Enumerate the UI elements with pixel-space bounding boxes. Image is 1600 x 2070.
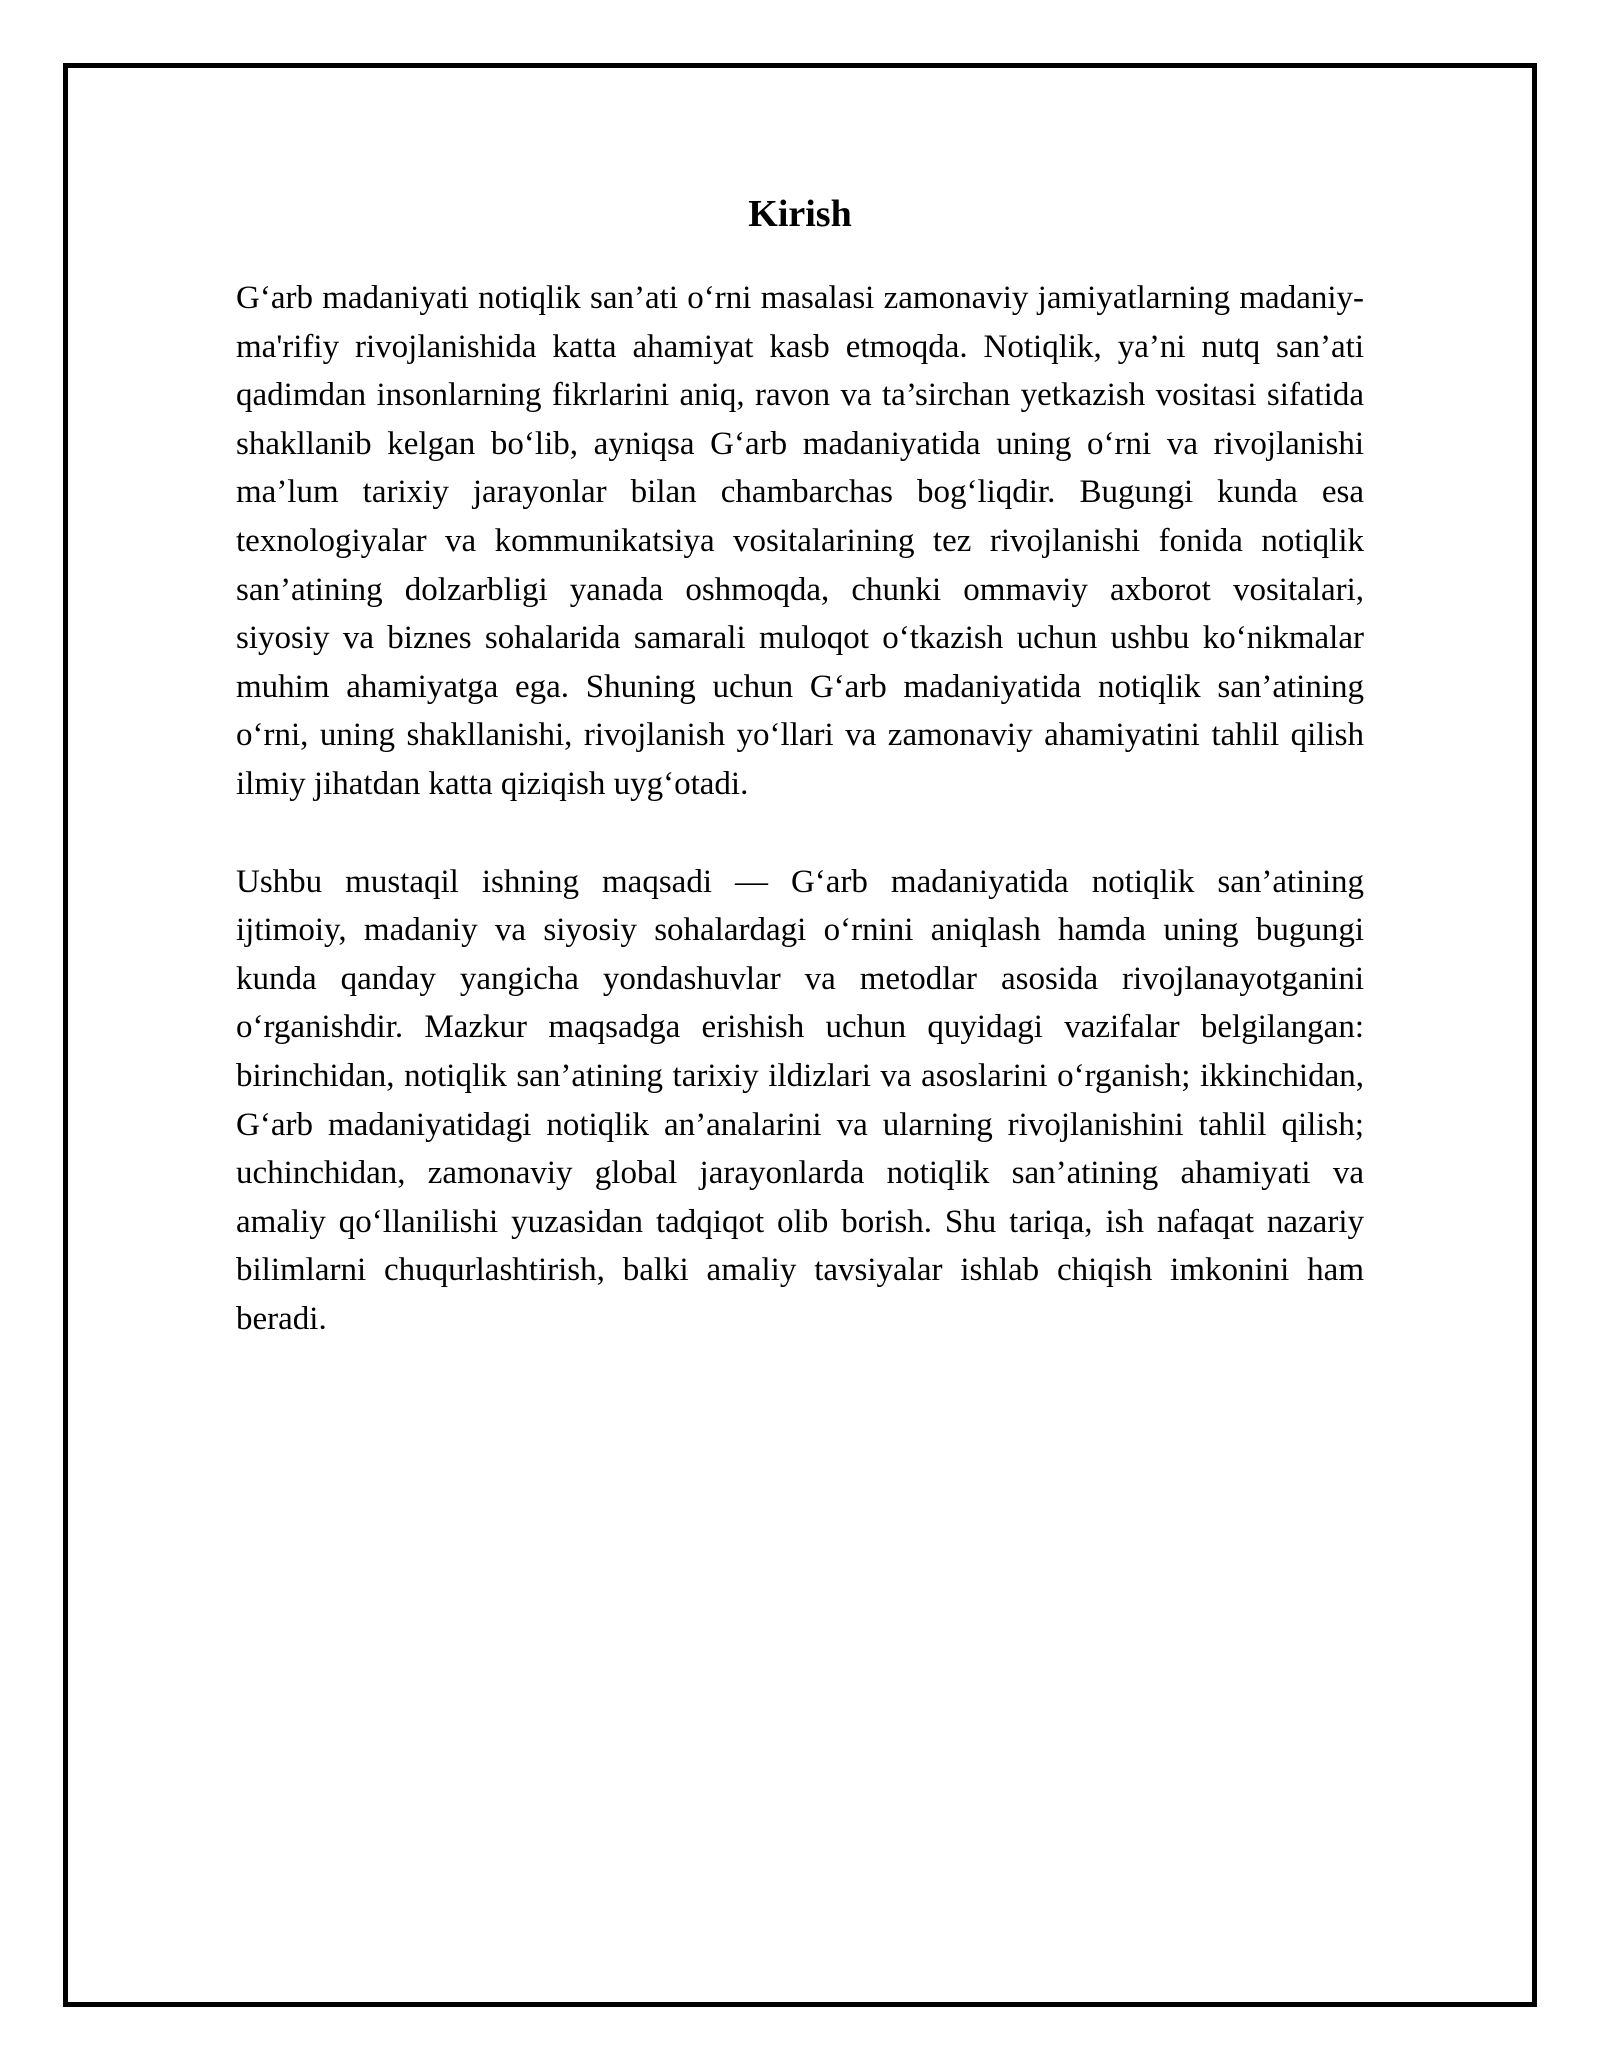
document-body <box>236 184 1364 1343</box>
page-title: Kirish <box>748 193 852 235</box>
paragraph-objectives: Ushbu mustaqil ishning maqsadi — G‘arb madaniyatida notiqlik san’atining ijtimoiy, madaniy va siyosiy sohalardagi o‘rnini aniqlash hamda uning bugungi kunda qanday yangicha yondashuvlar va metodlar asosida rivojlanayotganini o‘rganishdir. Mazkur maqsadga erishish uchun quyidagi vazifalar belgilangan: birinchidan, notiqlik san’atining tarixiy ildizlari va asoslarini o‘rganish; ikkinchidan, G‘arb madaniyatidagi notiqlik an’analarini va ularning rivojlanishini tahlil qilish; uchinchidan, zamonaviy global jarayonlarda notiqlik san’atining ahamiyati va amaliy qo‘llanilishi yuzasidan tadqiqot olib borish. Shu tariqa, ish nafaqat nazariy bilimlarni chuqurlashtirish, balki amaliy tavsiyalar ishlab chiqish imkonini ham beradi. <box>236 863 1364 1337</box>
paragraph-introduction: G‘arb madaniyati notiqlik san’ati o‘rni masalasi zamonaviy jamiyatlarning madaniy-ma'rifiy rivojlanishida katta ahamiyat kasb etmoqda. Notiqlik, ya’ni nutq san’ati qadimdan insonlarning fikrlarini aniq, ravon va ta’sirchan yetkazish vositasi sifatida shakllanib kelgan bo‘lib, ayniqsa G‘arb madaniyatida uning o‘rni va rivojlanishi ma’lum tarixiy jarayonlar bilan chambarchas bog‘liqdir. Bugungi kunda esa texnologiyalar va kommunikatsiya vositalarining tez rivojlanishi fonida notiqlik san’atining dolzarbligi yanada oshmoqda, chunki ommaviy axborot vositalari, siyosiy va biznes sohalarida samarali muloqot o‘tkazish uchun ushbu ko‘nikmalar muhim ahamiyatga ega. Shuning uchun G‘arb madaniyatida notiqlik san’atining o‘rni, uning shakllanishi, rivojlanish yo‘llari va zamonaviy ahamiyatini tahlil qilish ilmiy jihatdan katta qiziqish uyg‘otadi. <box>236 280 1364 802</box>
